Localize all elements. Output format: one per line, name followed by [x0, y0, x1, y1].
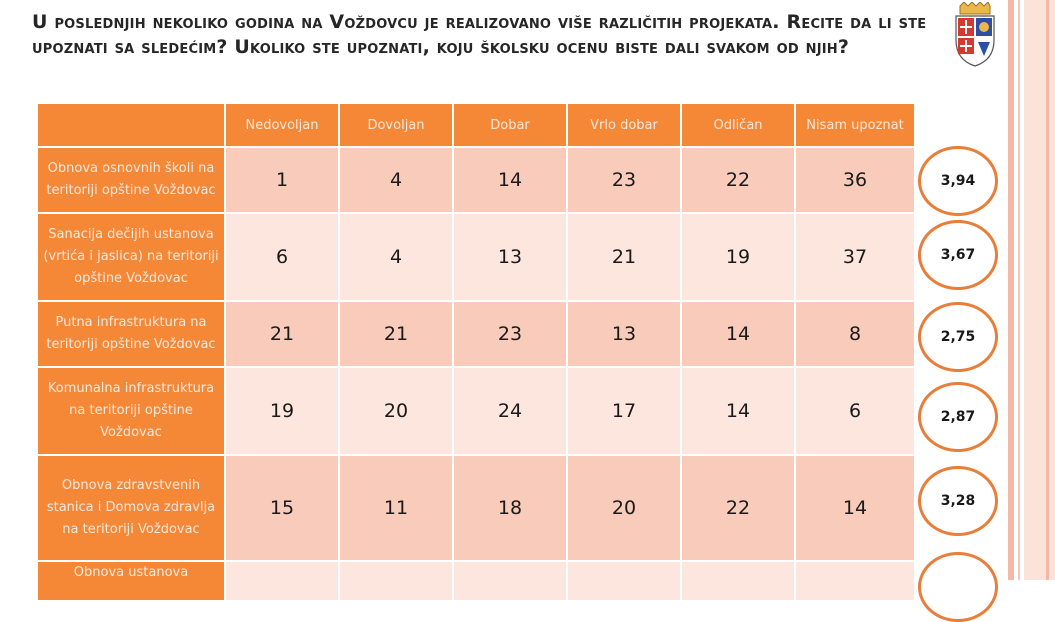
row-label: Obnova zdravstvenih stanica i Domova zdravlja na teritoriji Voždovac — [38, 456, 226, 562]
column-header: Dovoljan — [340, 104, 454, 148]
table-cell: 6 — [796, 368, 916, 456]
slide-border-stripe — [1018, 0, 1020, 580]
table-cell: 21 — [568, 214, 682, 302]
slide-border-stripe — [1008, 0, 1014, 580]
table-cell: 24 — [454, 368, 568, 456]
table-cell: 19 — [226, 368, 340, 456]
average-score-badge: 3,28 — [918, 466, 998, 536]
table-header-row — [38, 104, 916, 148]
table-cell: 17 — [568, 368, 682, 456]
table-cell: 20 — [340, 368, 454, 456]
slide-title: U poslednjih nekoliko godina na Voždovcu je realizovano više različitih projekata. Recite da li ste upoznati sa sledećim? Ukoliko ste upoznati, koju školsku ocenu biste dali svakom od njih? — [32, 11, 927, 58]
table-cell: 15 — [226, 456, 340, 562]
table-cell: 21 — [340, 302, 454, 368]
column-header: Nisam upoznat — [796, 104, 916, 148]
table-cell: 14 — [682, 368, 796, 456]
table-cell — [454, 562, 568, 602]
column-header: Vrlo dobar — [568, 104, 682, 148]
table-cell: 14 — [682, 302, 796, 368]
table-cell — [568, 562, 682, 602]
table-cell: 14 — [796, 456, 916, 562]
table-cell: 11 — [340, 456, 454, 562]
table-cell — [226, 562, 340, 602]
table-cell: 13 — [454, 214, 568, 302]
average-score-badge: 3,67 — [918, 220, 998, 290]
table-row — [38, 302, 916, 368]
table-cell: 1 — [226, 148, 340, 214]
row-label: Komunalna infrastruktura na teritoriji opštine Voždovac — [38, 368, 226, 456]
table-cell: 23 — [454, 302, 568, 368]
table-cell — [682, 562, 796, 602]
table-cell: 36 — [796, 148, 916, 214]
table-row — [38, 214, 916, 302]
table-cell: 6 — [226, 214, 340, 302]
table-row — [38, 456, 916, 562]
column-header: Dobar — [454, 104, 568, 148]
average-score-badge: 3,94 — [918, 146, 998, 216]
slide-border-stripe — [1024, 0, 1055, 580]
table-cell: 23 — [568, 148, 682, 214]
average-score-badge: 2,87 — [918, 382, 998, 452]
table-cell: 20 — [568, 456, 682, 562]
table-cell: 22 — [682, 456, 796, 562]
ratings-table — [38, 104, 916, 602]
table-cell: 37 — [796, 214, 916, 302]
table-cell: 4 — [340, 214, 454, 302]
municipality-crest-icon — [952, 2, 998, 68]
table-cell — [796, 562, 916, 602]
table-cell: 4 — [340, 148, 454, 214]
table-row — [38, 148, 916, 214]
average-score-badge: 2,75 — [918, 302, 998, 372]
table-cell: 19 — [682, 214, 796, 302]
row-label: Putna infrastruktura na teritoriji opštine Voždovac — [38, 302, 226, 368]
table-cell: 14 — [454, 148, 568, 214]
slide-border-stripe — [1046, 0, 1049, 580]
table-cell: 22 — [682, 148, 796, 214]
table-cell: 18 — [454, 456, 568, 562]
table-cell: 13 — [568, 302, 682, 368]
table-row — [38, 562, 916, 602]
column-header: Nedovoljan — [226, 104, 340, 148]
table-cell: 8 — [796, 302, 916, 368]
row-label: Obnova ustanova — [38, 562, 226, 602]
average-score-badge — [918, 552, 998, 622]
column-header: Odličan — [682, 104, 796, 148]
table-corner-cell — [38, 104, 226, 148]
table-row — [38, 368, 916, 456]
row-label: Obnova osnovnih školi na teritoriji opštine Voždovac — [38, 148, 226, 214]
row-label: Sanacija dečijih ustanova (vrtića i jaslica) na teritoriji opštine Voždovac — [38, 214, 226, 302]
table-cell — [340, 562, 454, 602]
table-cell: 21 — [226, 302, 340, 368]
